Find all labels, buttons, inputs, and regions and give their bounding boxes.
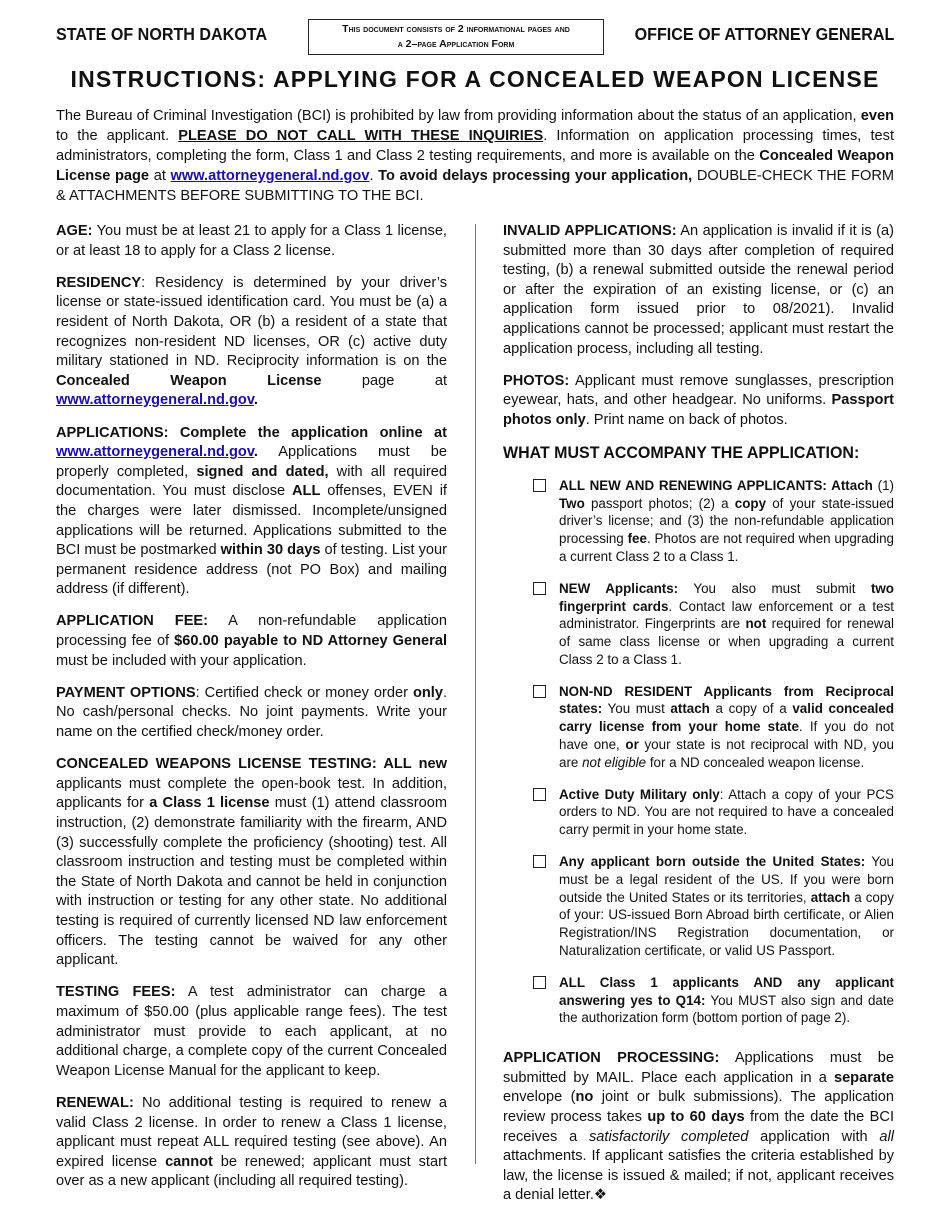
applications-section: APPLICATIONS: Complete the application online at www.attorneygeneral.nd.gov. Applications must be properly completed, signed and dated, with all required documentation. You must disclose ALL offenses, EVEN if the charges were later dismissed. Incomplete/unsigned applications will be returned. Applications submitted to the BCI must be postmarked within 30 days of testing. List your permanent residence address (not PO Box) and mailing address (if different). <box>56 424 447 598</box>
testing-section: CONCEALED WEAPONS LICENSE TESTING: ALL new applicants must complete the open-book test. In addition, applicants for a Class 1 license must (1) attend classroom instruction, (2) demonstrate familiarity with the firearm, AND (3) successfully complete the proficiency (shooting) test. All classroom instruction and testing must be completed within the State of North Dakota and cannot be held in conjunction with instruction or testing for any other state. No additional testing is required of currently licensed ND law enforcement officers. The testing cannot be waived for any other applicant. <box>56 756 447 969</box>
checklist-item-class1-authorization: ALL Class 1 applicants AND any applicant answering yes to Q14: You MUST also sign and date the authorization form (bottom portion of page 2). <box>503 974 894 1027</box>
checklist-item-non-resident: NON-ND RESIDENT Applicants from Reciprocal states: You must attach a copy of a valid concealed carry license from your home state. If you do not have one, or your state is not reciprocal with ND, you are not eligible for a ND concealed weapon license. <box>503 683 894 772</box>
notice-line-2: a 2–page Application Form <box>397 38 515 50</box>
page-count-notice <box>308 19 604 55</box>
notice-line-1: This document consists of 2 informational pages and <box>342 23 570 35</box>
checkbox[interactable] <box>533 582 546 595</box>
testing-fees-section: TESTING FEES: A test administrator can charge a maximum of $50.00 (plus applicable range fees). The test administrator must provide to each applicant, at no additional charge, a complete copy of the current Concealed Weapon License Manual for the applicant to keep. <box>56 984 447 1079</box>
checkbox[interactable] <box>533 685 546 698</box>
checkbox[interactable] <box>533 855 546 868</box>
page-title: INSTRUCTIONS: APPLYING FOR A CONCEALED WEAPON LICENSE <box>70 66 880 92</box>
payment-options-section: PAYMENT OPTIONS: Certified check or money order only. No cash/personal checks. No joint payments. Write your name on the certified check/money order. <box>56 684 447 741</box>
checklist-item-all-applicants: ALL NEW AND RENEWING APPLICANTS: Attach (1) Two passport photos; (2) a copy of your state-issued driver’s license; and (3) the non-refundable application processing fee. Photos are not required when upgrading a current Class 2 to a Class 1. <box>503 477 894 566</box>
right-column <box>503 222 894 1219</box>
checklist-item-new-applicants: NEW Applicants: You also must submit two fingerprint cards. Contact law enforcement or a test administrator. Fingerprints are not required for renewal of same class license or when upgrading a current Class 2 to a Class 1. <box>503 580 894 669</box>
application-processing-section: APPLICATION PROCESSING: Applications must be submitted by MAIL. Place each application in a separate envelope (no joint or bulk submissions). The application review process takes up to 60 days from the date the BCI receives a satisfactorily completed application with all attachments. If applicant satisfies the criteria established by law, the license is issued & mailed; if not, applicant receives a denial letter.❖ <box>503 1050 894 1204</box>
application-fee-section: APPLICATION FEE: A non-refundable application processing fee of $60.00 payable to ND Attorney General must be included with your application. <box>56 613 447 669</box>
checkbox[interactable] <box>533 479 546 492</box>
residency-section: RESIDENCY: Residency is determined by your driver’s license or state-issued identification card. You must be (a) a resident of North Dakota, OR (b) a resident of a state that recognizes non-resident ND licenses, OR (c) active duty military stationed in ND. Reciprocity information is on the Concealed Weapon License page at www.attorneygeneral.nd.gov. <box>56 274 447 409</box>
checklist-item-military: Active Duty Military only: Attach a copy of your PCS orders to ND. You are not required to have a concealed carry permit in your home state. <box>503 786 894 839</box>
accompany-heading: WHAT MUST ACCOMPANY THE APPLICATION: <box>503 443 860 463</box>
checkbox[interactable] <box>533 976 546 989</box>
renewal-section: RENEWAL: No additional testing is required to renew a valid Class 2 license. In order to renew a Class 1 license, applicant must repeat ALL required testing (see above). An expired license cannot be renewed; applicant must start over as a new applicant (including all required testing). <box>56 1094 448 1190</box>
invalid-applications-section: INVALID APPLICATIONS: An application is invalid if it is (a) submitted more than 30 days after completion of required testing, (b) a renewal submitted outside the renewal period or after the expiration of an existing license, or (c) an application form issued prior to 08/2021). Invalid applications cannot be processed; applicant must restart the application process, including all testing. <box>503 223 895 357</box>
ag-website-link[interactable]: www.attorneygeneral.nd.gov <box>56 392 254 409</box>
end-ornament: ❖ <box>593 1187 607 1204</box>
photos-section: PHOTOS: Applicant must remove sunglasses, prescription eyewear, hats, and other headgear. No uniforms. Passport photos only. Print name on back of photos. <box>503 372 894 428</box>
checkbox[interactable] <box>533 788 546 801</box>
ag-website-link[interactable]: www.attorneygeneral.nd.gov <box>56 444 254 461</box>
ag-website-link[interactable]: www.attorneygeneral.nd.gov <box>170 168 370 184</box>
age-section: AGE: You must be at least 21 to apply for a Class 1 license, or at least 18 to apply for a Class 2 license. <box>56 223 447 259</box>
header-office: OFFICE OF ATTORNEY GENERAL <box>634 24 894 44</box>
left-column <box>56 222 447 1204</box>
checklist-item-born-outside-us: Any applicant born outside the United States: You must be a legal resident of the US. If you were born outside the United States or its territories, attach a copy of your: US-issued Born Abroad birth certificate, or Alien Registration/INS Registration documentation, or Naturalization certificate, or valid US Passport. <box>503 853 894 960</box>
column-divider <box>475 224 476 1164</box>
header-state: STATE OF NORTH DAKOTA <box>56 24 268 44</box>
intro-paragraph: The Bureau of Criminal Investigation (BCI) is prohibited by law from providing information about the status of an application, even to the applicant. PLEASE DO NOT CALL WITH THESE INQUIRIES. Information on application processing times, test administrators, completing the form, Class 1 and Class 2 testing requirements, and more is available on the Concealed Weapon License page at www.attorneygeneral.nd.gov. To avoid delays processing your application, DOUBLE-CHECK THE FORM & ATTACHMENTS BEFORE SUBMITTING TO THE BCI. <box>56 108 895 204</box>
